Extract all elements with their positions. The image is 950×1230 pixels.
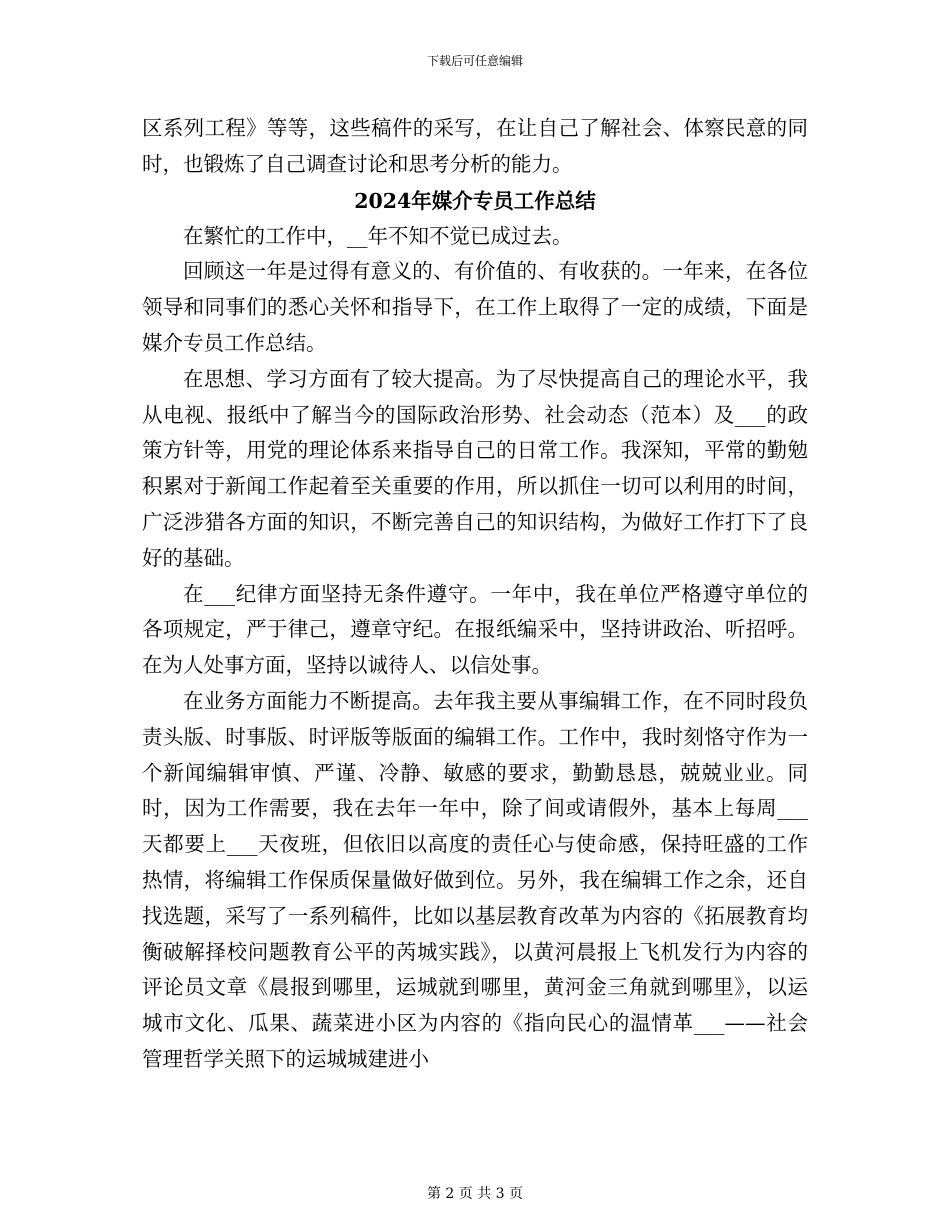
- body-paragraph: 在___纪律方面坚持无条件遵守。一年中，我在单位严格遵守单位的各项规定，严于律己，遵章守纪。在报纸编采中，坚持讲政治、听招呼。在为人处事方面，坚持以诚待人、以信处事。: [142, 581, 808, 678]
- document-body: [142, 111, 808, 1078]
- body-paragraph: 在思想、学习方面有了较大提高。为了尽快提高自己的理论水平，我从电视、报纸中了解当今的国际政治形势、社会动态（范本）及___的政策方针等，用党的理论体系来指导自己的日常工作。我深知，平常的勤勉积累对于新闻工作起着至关重要的作用，所以抓住一切可以利用的时间，广泛涉猎各方面的知识，不断完善自己的知识结构，为做好工作打下了良好的基础。: [142, 366, 808, 570]
- page-number-footer: 第 2 页 共 3 页: [426, 1186, 524, 1202]
- intro-paragraph: 区系列工程》等等，这些稿件的采写，在让自己了解社会、体察民意的同时，也锻炼了自己调查讨论和思考分析的能力。: [142, 116, 808, 176]
- page-header-note: 下载后可任意编辑: [426, 54, 523, 68]
- body-paragraph: 在繁忙的工作中，__年不知不觉已成过去。: [183, 223, 573, 248]
- document-title: 2024年媒介专员工作总结: [354, 188, 596, 213]
- body-paragraph: 在业务方面能力不断提高。去年我主要从事编辑工作，在不同时段负责头版、时事版、时评版等版面的编辑工作。工作中，我时刻恪守作为一个新闻编辑审慎、严谨、冷静、敏感的要求，勤勤恳恳，兢兢业业。同时，因为工作需要，我在去年一年中，除了间或请假外，基本上每周___天都要上___天夜班，但依旧以高度的责任心与使命感，保持旺盛的工作热情，将编辑工作保质保量做好做到位。另外，我在编辑工作之余，还自找选题，采写了一系列稿件，比如以基层教育改革为内容的《拓展教育均衡破解择校问题教育公平的芮城实践》，以黄河晨报上飞机发行为内容的评论员文章《晨报到哪里，运城就到哪里，黄河金三角就到哪里》，以运城市文化、瓜果、蔬菜进小区为内容的《指向民心的温情革___——社会管理哲学关照下的运城城建进小: [142, 688, 808, 1071]
- body-paragraph: 回顾这一年是过得有意义的、有价值的、有收获的。一年来，在各位领导和同事们的悉心关怀和指导下，在工作上取得了一定的成绩，下面是媒介专员工作总结。: [142, 259, 808, 355]
